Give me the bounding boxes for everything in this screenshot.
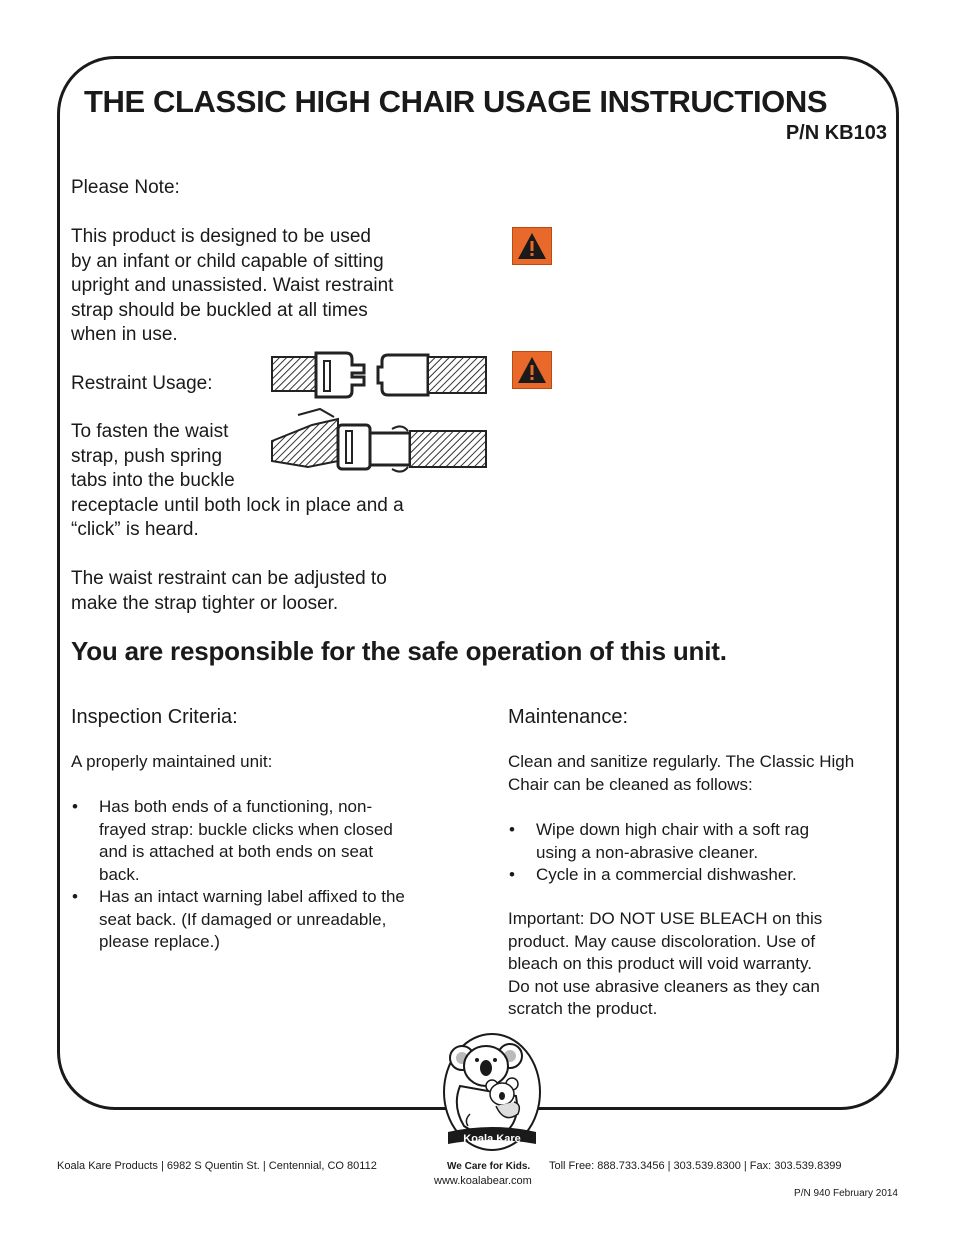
inspection-heading: Inspection Criteria: — [71, 706, 238, 728]
restraint-line: receptacle until both lock in place and a — [71, 494, 404, 516]
list-item — [71, 796, 461, 886]
warning-triangle-icon — [512, 351, 552, 389]
note-line: strap should be buckled at all times — [71, 299, 368, 321]
footer-website: www.koalabear.com — [434, 1175, 532, 1187]
maintenance-intro — [508, 751, 854, 796]
maintenance-heading: Maintenance: — [508, 706, 629, 728]
list-item-line: please replace.) — [99, 932, 220, 951]
buckle-illustration — [268, 333, 492, 479]
restraint-line: “click” is heard. — [71, 519, 199, 540]
important-line: Important: DO NOT USE BLEACH on this — [508, 909, 823, 928]
restraint-line: tabs into the buckle — [71, 470, 235, 491]
footer-address: Koala Kare Products | 6982 S Quentin St. | Centennial, CO 80112 — [57, 1160, 377, 1172]
maintenance-intro-line: Chair can be cleaned as follows: — [508, 774, 753, 794]
logo-brand: Koala Kare — [463, 1133, 521, 1145]
restraint-line: strap, push spring — [71, 445, 223, 467]
note-line: by an infant or child capable of sitting — [71, 250, 384, 272]
list-item-line: • Wipe down high chair with a soft rag — [536, 820, 810, 839]
inspection-intro: A properly maintained unit: — [71, 752, 273, 771]
list-item — [508, 864, 893, 887]
adjust-line: The waist restraint can be adjusted to — [71, 568, 387, 589]
logo-tagline: We Care for Kids. — [447, 1161, 531, 1172]
list-item — [508, 819, 893, 864]
note-line: This product is designed to be used — [71, 226, 371, 247]
important-line: scratch the product. — [508, 999, 658, 1018]
note-body — [71, 225, 393, 348]
list-item-line: and is attached at both ends on seat — [99, 842, 374, 861]
list-item-line: back. — [99, 864, 140, 884]
list-item-line: using a non-abrasive cleaner. — [536, 842, 759, 862]
koala-kare-logo — [440, 1030, 544, 1158]
part-number: P/N KB103 — [785, 122, 887, 144]
note-line: when in use. — [71, 324, 178, 345]
note-line: upright and unassisted. Waist restraint — [71, 275, 394, 296]
note-heading: Please Note: — [71, 177, 180, 198]
important-note — [508, 908, 822, 1021]
list-item-line: • Has both ends of a functioning, non- — [99, 797, 373, 816]
list-item-line: seat back. (If damaged or unreadable, — [99, 909, 387, 929]
adjust-body — [71, 567, 387, 616]
page-title: THE CLASSIC HIGH CHAIR USAGE INSTRUCTIONS — [84, 84, 828, 119]
important-line: bleach on this product will void warranty. — [508, 954, 812, 973]
list-item — [71, 886, 461, 954]
inspection-list — [71, 796, 461, 954]
restraint-line: To fasten the waist — [71, 421, 229, 442]
important-line: Do not use abrasive cleaners as they can — [508, 976, 820, 996]
footer-contact: Toll Free: 888.733.3456 | 303.539.8300 | Fax: 303.539.8399 — [549, 1160, 842, 1172]
list-item-line: • Has an intact warning label affixed to the — [99, 887, 405, 906]
list-item-line: • Cycle in a commercial dishwasher. — [536, 865, 797, 884]
maintenance-list — [508, 819, 893, 887]
document-number: P/N 940 February 2014 — [794, 1188, 898, 1199]
adjust-line: make the strap tighter or looser. — [71, 592, 339, 614]
list-item-line: frayed strap: buckle clicks when closed — [99, 819, 393, 839]
restraint-heading: Restraint Usage: — [71, 373, 213, 394]
important-line: product. May cause discoloration. Use of — [508, 931, 816, 951]
warning-triangle-icon — [512, 227, 552, 265]
responsibility-statement: You are responsible for the safe operation of this unit. — [71, 636, 727, 666]
maintenance-intro-line: Clean and sanitize regularly. The Classic High — [508, 752, 855, 771]
